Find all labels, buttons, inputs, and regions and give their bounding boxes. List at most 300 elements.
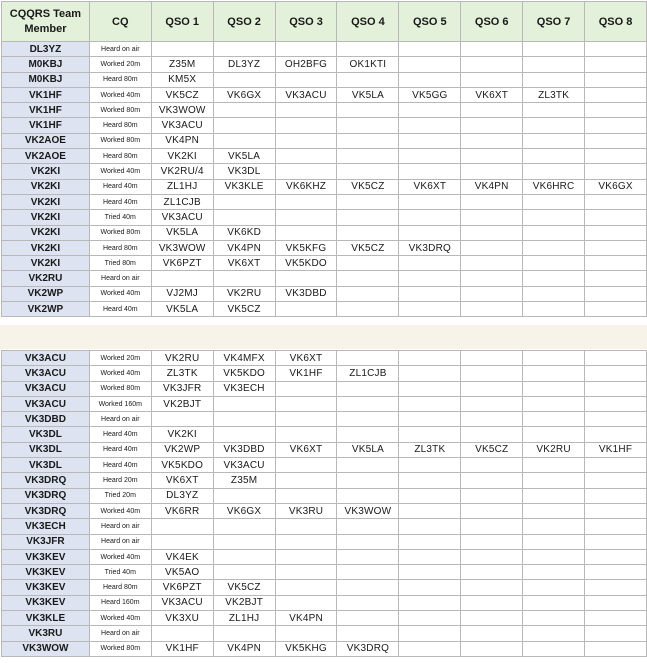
qso-cell (337, 133, 399, 148)
qso-cell (151, 412, 213, 427)
qso-cell (461, 42, 523, 57)
qso-cell: VK6RR (151, 503, 213, 518)
qso-cell (461, 503, 523, 518)
qso-cell (523, 133, 585, 148)
table-row (2, 458, 647, 473)
cq-cell: Heard 40m (89, 458, 151, 473)
qso-cell (337, 396, 399, 411)
cq-cell: Tried 80m (89, 256, 151, 271)
table-row (2, 271, 647, 286)
qso-cell: OK1KTI (337, 57, 399, 72)
qso-cell: VK5KHG (275, 641, 337, 656)
qso-cell (399, 488, 461, 503)
member-cell: VK3KLE (2, 611, 90, 626)
qso-cell: ZL1HJ (151, 179, 213, 194)
qso-cell (337, 351, 399, 366)
qso-cell (399, 225, 461, 240)
qso-cell: VK5GG (399, 87, 461, 102)
cq-cell: Worked 80m (89, 381, 151, 396)
qso-cell (461, 210, 523, 225)
table-row (2, 611, 647, 626)
header-cell: QSO 4 (337, 2, 399, 42)
cq-cell: Heard on air (89, 534, 151, 549)
qso-cell (399, 396, 461, 411)
qso-cell (213, 412, 275, 427)
qso-cell (275, 194, 337, 209)
qso-cell (523, 488, 585, 503)
qso-cell (461, 271, 523, 286)
member-cell: VK3DRQ (2, 503, 90, 518)
qso-cell (337, 302, 399, 317)
qso-cell (275, 549, 337, 564)
qso-cell (585, 149, 647, 164)
qso-cell: VK3KLE (213, 179, 275, 194)
header-cell: QSO 1 (151, 2, 213, 42)
qso-cell (275, 488, 337, 503)
cq-cell: Worked 20m (89, 57, 151, 72)
qso-cell (461, 366, 523, 381)
qso-cell (399, 534, 461, 549)
qso-cell (275, 225, 337, 240)
member-cell: VK2AOE (2, 133, 90, 148)
qso-cell (337, 519, 399, 534)
member-cell: VK3JFR (2, 534, 90, 549)
qso-cell (523, 473, 585, 488)
qso-cell (523, 534, 585, 549)
qso-cell (275, 72, 337, 87)
qso-cell (337, 488, 399, 503)
qso-cell (461, 286, 523, 301)
qso-cell (585, 72, 647, 87)
qso-cell (523, 412, 585, 427)
cq-cell: Worked 40m (89, 503, 151, 518)
member-cell: VK3DL (2, 442, 90, 457)
qso-cell (275, 381, 337, 396)
member-cell: VK2KI (2, 256, 90, 271)
cq-cell: Heard 40m (89, 302, 151, 317)
cq-cell: Worked 80m (89, 133, 151, 148)
qso-cell (337, 103, 399, 118)
qso-cell (461, 626, 523, 641)
qso-cell (275, 427, 337, 442)
qso-cell (461, 149, 523, 164)
cq-cell: Heard on air (89, 42, 151, 57)
qso-cell: VK3WOW (151, 103, 213, 118)
cq-cell: Heard 80m (89, 240, 151, 255)
qso-cell (275, 149, 337, 164)
qso-cell: VK5CZ (213, 302, 275, 317)
qso-cell: VK5LA (151, 302, 213, 317)
qso-cell (523, 103, 585, 118)
member-cell: VK2AOE (2, 149, 90, 164)
qso-cell (523, 595, 585, 610)
qso-cell (523, 149, 585, 164)
qso-cell (399, 580, 461, 595)
qso-cell (523, 458, 585, 473)
qso-cell (275, 534, 337, 549)
qso-cell (275, 118, 337, 133)
cq-cell: Tried 40m (89, 210, 151, 225)
qso-cell (151, 534, 213, 549)
cq-cell: Heard 40m (89, 442, 151, 457)
member-cell: VK3DRQ (2, 488, 90, 503)
cq-cell: Heard 40m (89, 194, 151, 209)
qso-cell (275, 580, 337, 595)
qso-cell (461, 427, 523, 442)
qso-cell: VK6HRC (523, 179, 585, 194)
qso-cell (461, 240, 523, 255)
qso-cell: KM5X (151, 72, 213, 87)
qso-cell: VK5KDO (275, 256, 337, 271)
qso-cell (213, 271, 275, 286)
table-row (2, 473, 647, 488)
qso-cell (337, 565, 399, 580)
cq-cell: Heard on air (89, 271, 151, 286)
table-row (2, 42, 647, 57)
cq-cell: Heard 80m (89, 118, 151, 133)
member-cell: VK2RU (2, 271, 90, 286)
qso-cell: VK4EK (151, 549, 213, 564)
qso-cell (399, 458, 461, 473)
qso-cell (399, 164, 461, 179)
qso-cell: ZL1HJ (213, 611, 275, 626)
qso-cell: VK4MFX (213, 351, 275, 366)
qso-cell (399, 118, 461, 133)
table-row (2, 256, 647, 271)
qso-cell (461, 225, 523, 240)
qso-cell (337, 534, 399, 549)
table-row (2, 396, 647, 411)
member-cell: VK1HF (2, 103, 90, 118)
qso-cell (337, 549, 399, 564)
qso-cell: VK3DBD (213, 442, 275, 457)
cq-cell: Heard 80m (89, 149, 151, 164)
cq-cell: Worked 40m (89, 611, 151, 626)
qso-cell: VK2WP (151, 442, 213, 457)
qso-cell: ZL1CJB (337, 366, 399, 381)
qso-cell (213, 565, 275, 580)
table-row (2, 225, 647, 240)
qso-cell: VK5KDO (213, 366, 275, 381)
qso-cell (461, 534, 523, 549)
qso-cell (461, 549, 523, 564)
cq-cell: Worked 40m (89, 286, 151, 301)
table-row (2, 381, 647, 396)
qso-cell (337, 458, 399, 473)
qso-cell (523, 351, 585, 366)
qso-cell: VK3ECH (213, 381, 275, 396)
qso-cell (213, 519, 275, 534)
qso-cell (461, 565, 523, 580)
qso-cell: VK4PN (213, 641, 275, 656)
qso-cell (399, 271, 461, 286)
qso-cell: VK5AO (151, 565, 213, 580)
qso-cell: VK6XT (275, 442, 337, 457)
qso-cell: DL3YZ (213, 57, 275, 72)
qso-cell: VK3DRQ (337, 641, 399, 656)
qso-cell (585, 503, 647, 518)
qso-cell (337, 271, 399, 286)
qso-cell (585, 210, 647, 225)
qso-cell (461, 381, 523, 396)
header-cell: QSO 8 (585, 2, 647, 42)
member-cell: VK2KI (2, 210, 90, 225)
qso-cell (399, 210, 461, 225)
header-cell: QSO 6 (461, 2, 523, 42)
table-row (2, 240, 647, 255)
qso-cell: ZL3TK (399, 442, 461, 457)
qso-cell (399, 72, 461, 87)
qso-cell (213, 488, 275, 503)
member-cell: VK3DBD (2, 412, 90, 427)
qso-cell (461, 519, 523, 534)
qso-cell (523, 611, 585, 626)
qso-cell (585, 286, 647, 301)
qso-cell: VK3ACU (275, 87, 337, 102)
member-cell: VK3KEV (2, 549, 90, 564)
qso-cell (585, 626, 647, 641)
qso-cell: VK6GX (213, 503, 275, 518)
qso-cell (585, 519, 647, 534)
cq-cell: Worked 40m (89, 366, 151, 381)
qso-cell (461, 458, 523, 473)
cq-cell: Heard 80m (89, 580, 151, 595)
qso-cell (213, 210, 275, 225)
qso-cell: DL3YZ (151, 488, 213, 503)
qso-cell (275, 473, 337, 488)
qso-cell (275, 210, 337, 225)
qso-cell (461, 302, 523, 317)
qso-cell (399, 103, 461, 118)
qso-cell: Z35M (213, 473, 275, 488)
qso-cell: VK3DBD (275, 286, 337, 301)
qso-cell (585, 351, 647, 366)
qso-cell (585, 580, 647, 595)
qso-cell (399, 519, 461, 534)
member-cell: VK2KI (2, 240, 90, 255)
table-row (2, 442, 647, 457)
qso-cell: VK3DL (213, 164, 275, 179)
qso-cell (275, 519, 337, 534)
qso-cell (151, 519, 213, 534)
cq-cell: Worked 160m (89, 396, 151, 411)
qso-cell: VK6XT (151, 473, 213, 488)
qso-cell (585, 164, 647, 179)
qso-cell: VK3ACU (151, 118, 213, 133)
qso-cell (461, 473, 523, 488)
qso-cell: VK5LA (213, 149, 275, 164)
qso-cell (585, 118, 647, 133)
qso-cell (337, 412, 399, 427)
qso-cell (461, 611, 523, 626)
qso-cell: VK4PN (461, 179, 523, 194)
qso-cell: VK6KHZ (275, 179, 337, 194)
qso-cell (461, 194, 523, 209)
qso-cell (523, 626, 585, 641)
qso-cell (399, 256, 461, 271)
qso-cell (585, 42, 647, 57)
qso-cell (399, 565, 461, 580)
qso-cell (523, 225, 585, 240)
member-cell: VK2KI (2, 179, 90, 194)
qso-cell: VK3ACU (151, 595, 213, 610)
qso-cell (523, 427, 585, 442)
qso-cell (585, 565, 647, 580)
qso-cell (399, 473, 461, 488)
qso-cell (275, 412, 337, 427)
qso-cell (585, 271, 647, 286)
qso-cell: VK6PZT (151, 256, 213, 271)
qso-cell: VK2KI (151, 149, 213, 164)
table-row (2, 103, 647, 118)
qso-cell: VK2RU (213, 286, 275, 301)
qso-cell (523, 118, 585, 133)
qso-cell (213, 396, 275, 411)
qso-cell (461, 488, 523, 503)
qso-cell (523, 256, 585, 271)
cq-cell: Worked 80m (89, 641, 151, 656)
qso-cell (461, 57, 523, 72)
qso-cell (585, 641, 647, 656)
qso-cell: VK5LA (151, 225, 213, 240)
member-cell: VK3DL (2, 427, 90, 442)
table-row (2, 549, 647, 564)
qso-cell: VK6XT (399, 179, 461, 194)
qso-cell (523, 549, 585, 564)
qso-cell (523, 302, 585, 317)
qso-cell (585, 256, 647, 271)
qso-cell (461, 351, 523, 366)
member-cell: VK2WP (2, 302, 90, 317)
qso-cell (585, 240, 647, 255)
qso-cell: VK5CZ (337, 179, 399, 194)
qso-cell (585, 103, 647, 118)
qso-cell (399, 149, 461, 164)
qso-cell (523, 641, 585, 656)
qso-cell: VK6PZT (151, 580, 213, 595)
qso-cell: VK2BJT (151, 396, 213, 411)
qso-cell (523, 271, 585, 286)
qso-cell (275, 626, 337, 641)
qso-cell (585, 412, 647, 427)
cq-cell: Heard on air (89, 626, 151, 641)
cq-cell: Tried 40m (89, 565, 151, 580)
qso-cell: VK3ACU (213, 458, 275, 473)
cq-cell: Worked 40m (89, 549, 151, 564)
qso-cell (461, 164, 523, 179)
qso-cell: VK6XT (461, 87, 523, 102)
qso-cell (585, 473, 647, 488)
table-row (2, 503, 647, 518)
qso-cell (213, 42, 275, 57)
qso-cell: VK2RU/4 (151, 164, 213, 179)
qso-cell (585, 396, 647, 411)
qso-cell (523, 240, 585, 255)
header-cell: CQ (89, 2, 151, 42)
qso-cell: VK4PN (275, 611, 337, 626)
table-row (2, 565, 647, 580)
header-cell: QSO 2 (213, 2, 275, 42)
member-cell: VK1HF (2, 87, 90, 102)
cq-cell: Heard 80m (89, 72, 151, 87)
qso-cell: VK2RU (523, 442, 585, 457)
qso-cell (337, 611, 399, 626)
qso-table-page-2 (1, 350, 647, 657)
member-cell: VK3KEV (2, 565, 90, 580)
member-cell: VK3ACU (2, 351, 90, 366)
table-row (2, 57, 647, 72)
cq-cell: Tried 20m (89, 488, 151, 503)
qso-cell (337, 626, 399, 641)
qso-cell (399, 133, 461, 148)
qso-cell: VK3WOW (337, 503, 399, 518)
qso-cell: VK2KI (151, 427, 213, 442)
qso-cell: VK6GX (213, 87, 275, 102)
qso-cell (213, 103, 275, 118)
qso-cell: VK3DRQ (399, 240, 461, 255)
header-cell: QSO 7 (523, 2, 585, 42)
qso-cell (275, 42, 337, 57)
table-row (2, 519, 647, 534)
table-row (2, 87, 647, 102)
member-cell: VK3ACU (2, 396, 90, 411)
qso-cell: VK3RU (275, 503, 337, 518)
qso-cell: VK5KFG (275, 240, 337, 255)
qso-cell: VK5CZ (461, 442, 523, 457)
qso-cell: VK3XU (151, 611, 213, 626)
qso-cell (399, 302, 461, 317)
qso-cell: ZL1CJB (151, 194, 213, 209)
qso-cell (523, 503, 585, 518)
qso-cell (585, 225, 647, 240)
qso-cell (585, 381, 647, 396)
table-row (2, 351, 647, 366)
qso-cell (523, 519, 585, 534)
table-row (2, 149, 647, 164)
qso-cell (213, 626, 275, 641)
table-row (2, 534, 647, 549)
member-cell: M0KBJ (2, 57, 90, 72)
qso-cell (337, 194, 399, 209)
table-row (2, 641, 647, 656)
qso-cell (275, 302, 337, 317)
qso-cell (213, 72, 275, 87)
qso-cell: VK5LA (337, 87, 399, 102)
qso-cell (461, 580, 523, 595)
qso-cell (585, 595, 647, 610)
qso-cell (337, 149, 399, 164)
qso-cell (337, 256, 399, 271)
qso-cell: VK3WOW (151, 240, 213, 255)
page-break-band (0, 325, 647, 349)
qso-cell (461, 103, 523, 118)
table-row (2, 595, 647, 610)
qso-cell (461, 118, 523, 133)
qso-cell (337, 580, 399, 595)
qso-cell: OH2BFG (275, 57, 337, 72)
qso-cell (337, 286, 399, 301)
member-cell: VK3RU (2, 626, 90, 641)
member-cell: VK2KI (2, 164, 90, 179)
cq-cell: Worked 20m (89, 351, 151, 366)
qso-cell (585, 87, 647, 102)
table-row (2, 118, 647, 133)
qso-cell: VK1HF (585, 442, 647, 457)
qso-cell (585, 427, 647, 442)
qso-cell: VK5LA (337, 442, 399, 457)
qso-cell (523, 210, 585, 225)
qso-cell (399, 503, 461, 518)
